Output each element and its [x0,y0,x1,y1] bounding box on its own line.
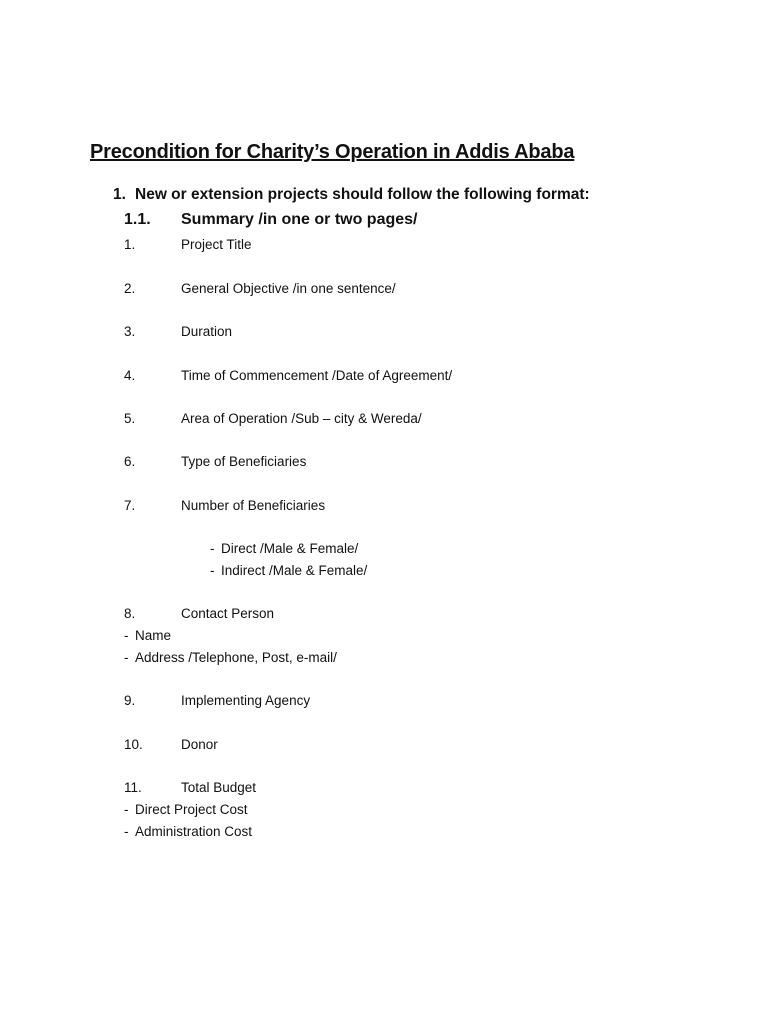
item-label: Duration [181,324,233,339]
item-number: 4. [124,368,136,383]
item-number: 7. [124,498,136,513]
contact-detail-item [124,628,171,643]
budget-breakdown-text: Administration Cost [135,824,253,839]
list-item [124,606,274,621]
list-item [124,411,422,426]
list-item [124,281,396,296]
list-item [124,737,218,752]
item-label: Area of Operation /Sub – city & Wereda/ [181,411,422,426]
subsection-text: Summary /in one or two pages/ [181,211,418,228]
item-number: 3. [124,324,136,339]
item-number: 11. [124,780,142,795]
list-item [124,498,325,513]
section-number: 1. [113,186,126,203]
dash-bullet: - [124,650,129,665]
breakdown-text: Indirect /Male & Female/ [221,563,368,578]
list-item [124,693,310,708]
item-label: Implementing Agency [181,693,311,708]
subsection-number: 1.1. [124,211,151,228]
list-item [124,454,306,469]
list-item [124,780,256,795]
dash-bullet: - [124,802,129,817]
item-label: Donor [181,737,218,752]
item-number: 2. [124,281,136,296]
dash-bullet: - [124,628,129,643]
item-label: Contact Person [181,606,275,621]
section-text: New or extension projects should follow the following format: [135,186,590,203]
breakdown-text: Direct /Male & Female/ [221,541,359,556]
dash-bullet: - [210,563,215,578]
item-label: General Objective /in one sentence/ [181,281,396,296]
budget-breakdown-item [124,802,248,817]
section-heading [113,186,590,204]
beneficiary-breakdown-item [210,541,358,556]
item-label: Time of Commencement /Date of Agreement/ [181,368,453,383]
contact-detail-item [124,650,337,665]
item-number: 1. [124,237,136,252]
item-label: Number of Beneficiaries [181,498,326,513]
budget-breakdown-item [124,824,252,839]
item-number: 5. [124,411,136,426]
item-label: Total Budget [181,780,257,795]
document-title: Precondition for Charity’s Operation in Addis Ababa [90,141,575,163]
item-number: 10. [124,737,143,752]
item-number: 9. [124,693,136,708]
dash-bullet: - [124,824,129,839]
beneficiary-breakdown-item [210,563,367,578]
list-item [124,368,452,383]
contact-detail-text: Address /Telephone, Post, e-mail/ [135,650,337,665]
contact-detail-text: Name [135,628,172,643]
item-label: Type of Beneficiaries [181,454,307,469]
dash-bullet: - [210,541,215,556]
subsection-heading [124,211,418,229]
item-label: Project Title [181,237,252,252]
list-item [124,324,232,339]
item-number: 6. [124,454,136,469]
list-item [124,237,252,252]
budget-breakdown-text: Direct Project Cost [135,802,248,817]
item-number: 8. [124,606,136,621]
